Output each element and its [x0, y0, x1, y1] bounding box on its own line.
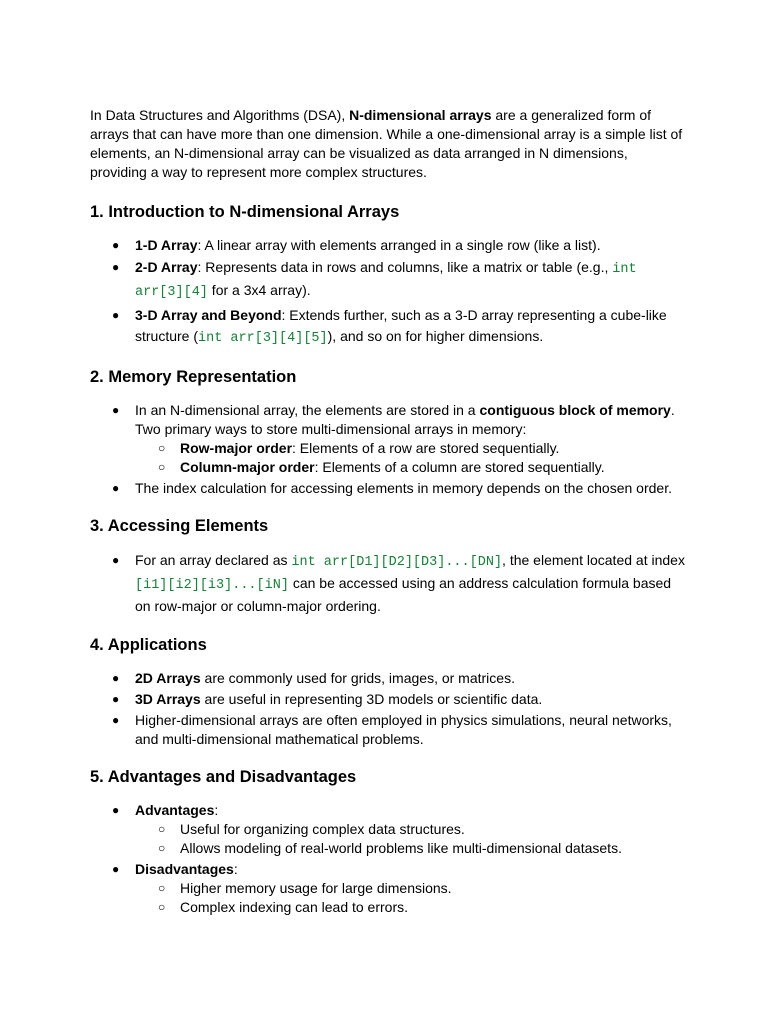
sub-list-item	[135, 898, 688, 917]
memory-sublist	[135, 439, 688, 477]
list-item	[90, 860, 688, 917]
item-text: , the element located at index	[502, 552, 685, 568]
introduction-list	[90, 236, 688, 349]
sub-list-item	[135, 439, 688, 458]
bullet-icon: ●	[112, 238, 120, 252]
list-item	[90, 401, 688, 477]
term-column-major: Column-major order	[180, 459, 315, 475]
accessing-list	[90, 550, 688, 617]
sub-list-item	[135, 458, 688, 477]
advantages-sublist	[135, 820, 688, 858]
sub-list-item	[135, 879, 688, 898]
item-text: can be accessed using an address calculation formula based on row-major or column-major ordering.	[135, 575, 672, 614]
item-text: In an N-dimensional array, the elements are stored in a	[135, 402, 480, 418]
item-text: Allows modeling of real-world problems like multi-dimensional datasets.	[180, 840, 622, 856]
section-heading-memory: 2. Memory Representation	[90, 368, 297, 386]
item-text: For an array declared as	[135, 552, 292, 568]
intro-bold-term: N-dimensional arrays	[349, 107, 492, 123]
list-item	[90, 479, 688, 498]
item-text: :	[233, 861, 238, 877]
item-text: The index calculation for accessing elements in memory depends on the chosen order.	[135, 480, 672, 496]
section-heading-advantages: 5. Advantages and Disadvantages	[90, 768, 357, 786]
hollow-bullet-icon: ○	[158, 822, 166, 836]
term-disadvantages: Disadvantages	[135, 861, 234, 877]
inline-code: int arr[3][4][5]	[198, 331, 328, 346]
bullet-icon: ●	[112, 403, 120, 417]
advantages-list	[90, 801, 688, 917]
hollow-bullet-icon: ○	[158, 441, 166, 455]
item-text: : Elements of a column are stored sequentially.	[314, 459, 605, 475]
section-heading-introduction: 1. Introduction to N-dimensional Arrays	[90, 203, 400, 221]
item-text: : A linear array with elements arranged in a single row (like a list).	[197, 237, 601, 253]
inline-code: int arr[3][4]	[135, 262, 637, 300]
bullet-icon: ●	[112, 260, 120, 274]
bullet-icon: ●	[112, 862, 120, 876]
item-text: : Elements of a row are stored sequentially.	[292, 440, 560, 456]
disadvantages-sublist	[135, 879, 688, 917]
term-3d-arrays: 3D Arrays	[135, 691, 201, 707]
item-text: :	[214, 802, 219, 818]
memory-list	[90, 401, 688, 498]
item-text: : Represents data in rows and columns, like a matrix or table (e.g.,	[197, 259, 613, 275]
bullet-icon: ●	[112, 308, 120, 322]
item-text: ), and so on for higher dimensions.	[327, 328, 544, 344]
list-item	[90, 669, 688, 688]
intro-text: In Data Structures and Algorithms (DSA),	[90, 107, 350, 123]
item-text: . Two primary ways to store multi-dimensional arrays in memory:	[135, 402, 675, 437]
item-text: are useful in representing 3D models or scientific data.	[200, 691, 543, 707]
bullet-icon: ●	[112, 481, 120, 495]
term-1d-array: 1-D Array	[135, 237, 198, 253]
sub-list-item	[135, 839, 688, 858]
hollow-bullet-icon: ○	[158, 460, 166, 474]
intro-text: are a generalized form of arrays that can have more than one dimension. While a one-dimensional array is a simple list of elements, an N-dimensional array can be visualized as data arranged in N dimensions, providing a way to represent more complex structures.	[90, 107, 683, 180]
section-heading-applications: 4. Applications	[90, 636, 207, 654]
list-item	[90, 690, 688, 709]
document-page	[90, 106, 688, 919]
intro-paragraph	[90, 106, 688, 182]
list-item	[90, 801, 688, 858]
sub-list-item	[135, 820, 688, 839]
item-text: Higher memory usage for large dimensions.	[180, 880, 452, 896]
hollow-bullet-icon: ○	[158, 900, 166, 914]
item-text: are commonly used for grids, images, or matrices.	[200, 670, 515, 686]
list-item	[90, 257, 688, 303]
term-2d-arrays: 2D Arrays	[135, 670, 201, 686]
bullet-icon: ●	[112, 803, 120, 817]
term-advantages: Advantages	[135, 802, 215, 818]
bullet-icon: ●	[112, 553, 120, 567]
term-2d-array: 2-D Array	[135, 259, 198, 275]
item-text: : Extends further, such as a 3-D array representing a cube-like structure (	[135, 307, 667, 344]
hollow-bullet-icon: ○	[158, 881, 166, 895]
item-text: Useful for organizing complex data structures.	[180, 821, 465, 837]
item-text: Complex indexing can lead to errors.	[180, 899, 409, 915]
list-item	[90, 305, 688, 349]
inline-code: int arr[D1][D2][D3]...[DN]	[291, 555, 503, 570]
bullet-icon: ●	[112, 713, 120, 727]
term-3d-array: 3-D Array and Beyond	[135, 307, 282, 323]
hollow-bullet-icon: ○	[158, 841, 166, 855]
bullet-icon: ●	[112, 692, 120, 706]
list-item	[90, 236, 688, 255]
list-item	[90, 711, 688, 749]
applications-list	[90, 669, 688, 749]
item-text: for a 3x4 array).	[207, 282, 311, 298]
term-contiguous-block: contiguous block of memory	[479, 402, 671, 418]
bullet-icon: ●	[112, 671, 120, 685]
inline-code: [i1][i2][i3]...[iN]	[135, 578, 289, 593]
section-heading-accessing: 3. Accessing Elements	[90, 517, 269, 535]
list-item	[90, 550, 688, 617]
term-row-major: Row-major order	[180, 440, 293, 456]
item-text: Higher-dimensional arrays are often employed in physics simulations, neural networks, and multi-dimensional mathematical problems.	[135, 712, 672, 747]
